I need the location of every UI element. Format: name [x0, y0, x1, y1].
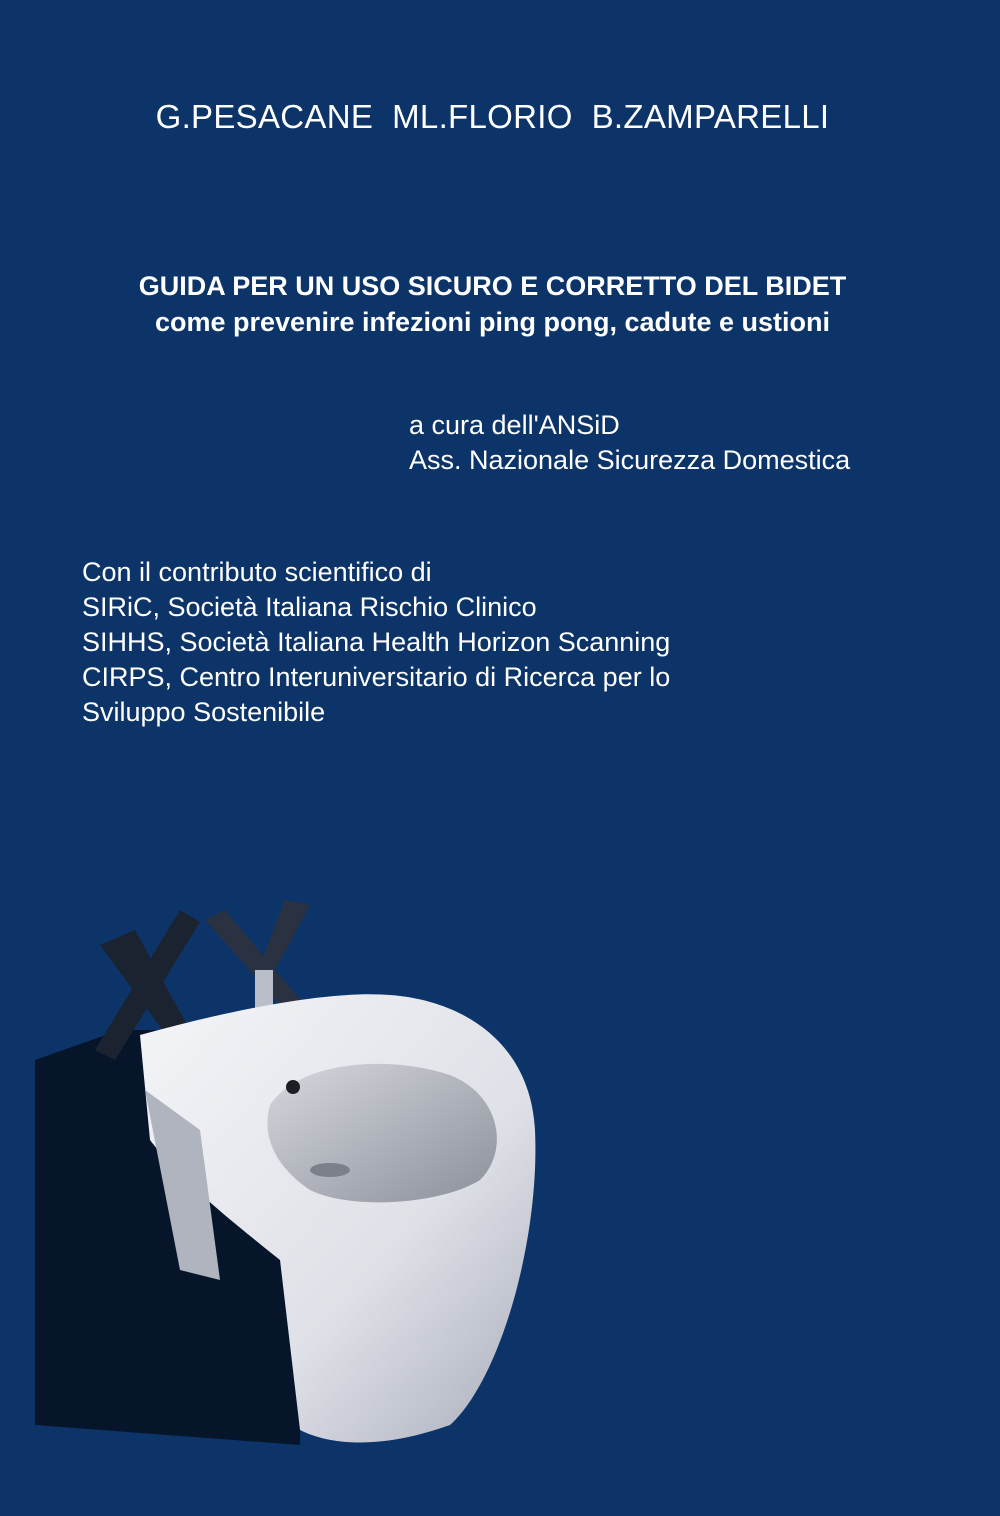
curator-line: a cura dell'ANSiD: [409, 410, 620, 440]
contributor-line: SIRiC, Società Italiana Rischio Clinico: [82, 592, 537, 622]
contributors-block: [82, 555, 670, 730]
curator-block: [409, 408, 850, 478]
title-block: [0, 268, 985, 340]
contributor-line: CIRPS, Centro Interuniversitario di Ricerca per lo: [82, 662, 671, 692]
authors: G.PESACANE ML.FLORIO B.ZAMPARELLI: [155, 98, 830, 135]
contributor-line: SIHHS, Società Italiana Health Horizon Scanning: [82, 627, 671, 657]
contrib-intro: Con il contributo scientifico di: [82, 557, 432, 587]
book-subtitle: come prevenire infezioni ping pong, cadute e ustioni: [154, 307, 831, 337]
contributor-line: Sviluppo Sostenibile: [82, 697, 326, 727]
curator-line: Ass. Nazionale Sicurezza Domestica: [409, 445, 851, 475]
bidet-image: [30, 860, 570, 1450]
book-title: GUIDA PER UN USO SICURO E CORRETTO DEL BIDET: [138, 271, 847, 301]
